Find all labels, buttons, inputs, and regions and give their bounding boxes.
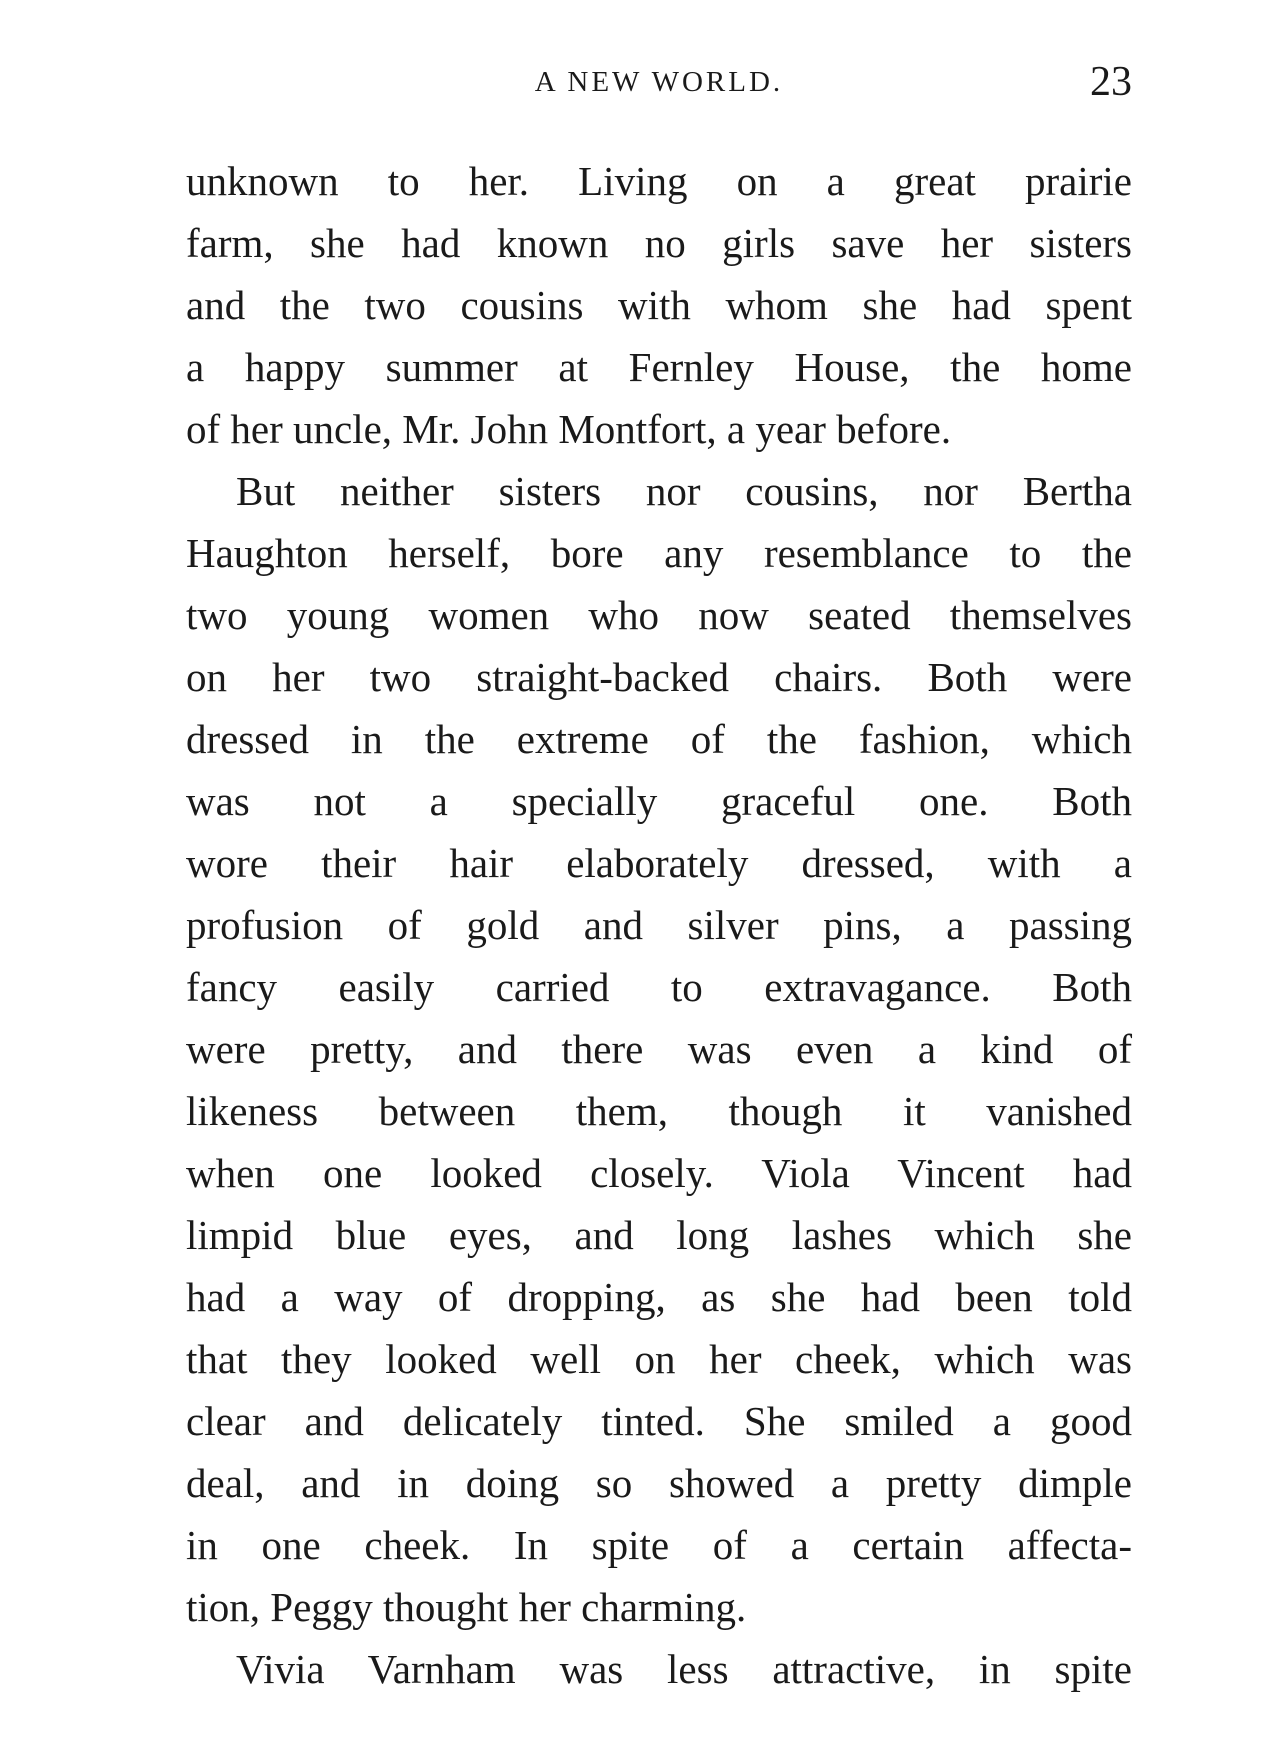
text-line: wore their hair elaborately dressed, with a [186,840,1132,886]
text-line: profusion of gold and silver pins, a passing [186,902,1132,948]
paragraph-first-line: Vivia Varnham was less attractive, in spite [236,1646,1132,1692]
text-line: that they looked well on her cheek, which was [186,1336,1132,1382]
text-line: were pretty, and there was even a kind of [186,1026,1132,1072]
text-line: on her two straight-backed chairs. Both were [186,654,1132,700]
running-title: A NEW WORLD. [534,66,784,98]
text-line: likeness between them, though it vanished [186,1088,1132,1134]
text-line: dressed in the extreme of the fashion, which [186,716,1132,762]
text-line: two young women who now seated themselves [186,592,1132,638]
text-line: fancy easily carried to extravagance. Both [186,964,1132,1010]
text-line: of her uncle, Mr. John Montfort, a year before. [186,406,952,452]
text-line: was not a specially graceful one. Both [186,778,1132,824]
text-line: clear and delicately tinted. She smiled a good [186,1398,1132,1444]
text-line: unknown to her. Living on a great prairie [186,158,1132,204]
page-number: 23 [1090,59,1132,105]
body-text [186,150,1132,1700]
text-line: and the two cousins with whom she had spent [186,282,1132,328]
text-line: had a way of dropping, as she had been told [186,1274,1132,1320]
text-line: limpid blue eyes, and long lashes which she [186,1212,1132,1258]
text-line: tion, Peggy thought her charming. [186,1584,747,1630]
text-line: when one looked closely. Viola Vincent had [186,1150,1132,1196]
text-line: a happy summer at Fernley House, the home [186,344,1132,390]
paragraph-first-line: But neither sisters nor cousins, nor Bertha [236,468,1132,514]
running-head [186,58,1132,108]
text-line: Haughton herself, bore any resemblance to the [186,530,1132,576]
text-line: farm, she had known no girls save her sisters [186,220,1132,266]
text-line: deal, and in doing so showed a pretty dimple [186,1460,1132,1506]
text-line: in one cheek. In spite of a certain affecta- [186,1522,1132,1568]
